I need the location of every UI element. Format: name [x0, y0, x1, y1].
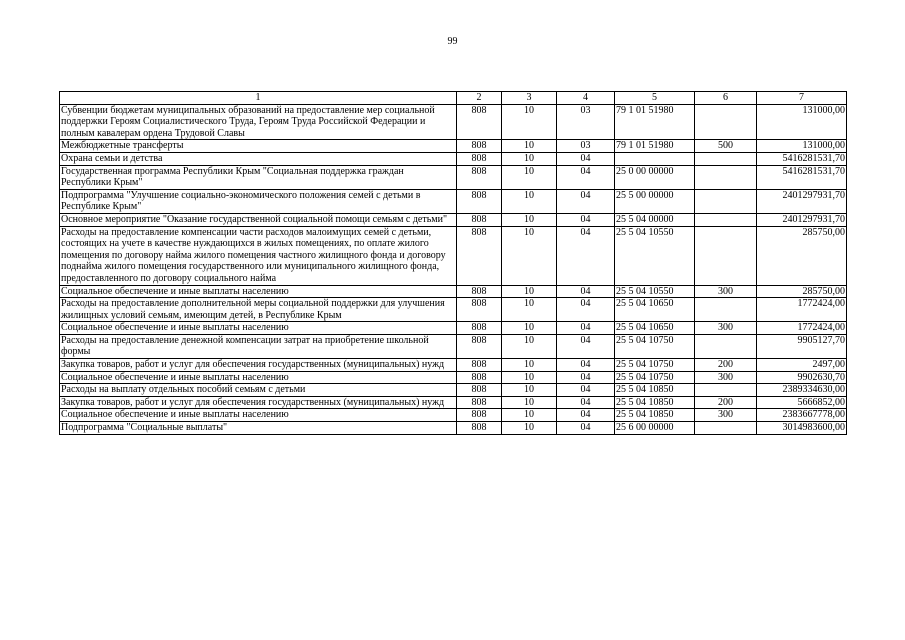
- table-row: [60, 396, 847, 409]
- row-code-cell: 808: [457, 371, 502, 384]
- row-name-cell: Основное мероприятие "Оказание государственной социальной помощи семьям с детьми": [60, 213, 457, 226]
- row-name-cell: Расходы на предоставление компенсации части расходов малоимущих семей с детьми, состоящих на учете в качестве нуждающихся в жилых помещениях, по оплате жилого помещения по договору найма жилого помещения частного жилищного фонда и договору поднайма жилого помещения государственного или муниципального жилищного фонда, предоставленного по договору социального найма: [60, 226, 457, 285]
- table-header-row: [60, 92, 847, 105]
- row-code-cell: 808: [457, 152, 502, 165]
- row-code-cell: 808: [457, 396, 502, 409]
- row-section-cell: 10: [502, 213, 557, 226]
- row-target-cell: [615, 152, 695, 165]
- row-subsection-cell: 04: [557, 152, 615, 165]
- row-sum-cell: 3014983600,00: [757, 422, 847, 435]
- row-subsection-cell: 04: [557, 384, 615, 397]
- row-section-cell: 10: [502, 285, 557, 298]
- row-code-cell: 808: [457, 409, 502, 422]
- row-name-cell: Расходы на предоставление дополнительной меры социальной поддержки для улучшения жилищных условий семьям, имеющим детей, в Республике Крым: [60, 298, 457, 322]
- row-section-cell: 10: [502, 140, 557, 153]
- row-expense-type-cell: 300: [695, 285, 757, 298]
- table-row: [60, 422, 847, 435]
- table-body: [60, 92, 847, 435]
- row-sum-cell: 2401297931,70: [757, 189, 847, 213]
- row-subsection-cell: 04: [557, 334, 615, 358]
- row-section-cell: 10: [502, 298, 557, 322]
- row-code-cell: 808: [457, 359, 502, 372]
- row-target-cell: 25 5 04 10550: [615, 285, 695, 298]
- row-code-cell: 808: [457, 226, 502, 285]
- row-sum-cell: 1772424,00: [757, 322, 847, 335]
- row-name-cell: Субвенции бюджетам муниципальных образований на предоставление мер социальной поддержки Героям Социалистического Труда, Героям Труда Российской Федерации и полным кавалерам ордена Трудовой Славы: [60, 104, 457, 140]
- row-subsection-cell: 04: [557, 298, 615, 322]
- row-sum-cell: 9905127,70: [757, 334, 847, 358]
- row-target-cell: 25 5 04 10850: [615, 409, 695, 422]
- row-sum-cell: 5416281531,70: [757, 152, 847, 165]
- table-row: [60, 189, 847, 213]
- row-subsection-cell: 03: [557, 140, 615, 153]
- table-row: [60, 334, 847, 358]
- row-target-cell: 25 5 04 10850: [615, 384, 695, 397]
- row-target-cell: 25 5 04 10750: [615, 359, 695, 372]
- row-expense-type-cell: [695, 384, 757, 397]
- row-name-cell: Подпрограмма "Улучшение социально-экономического положения семей с детьми в Республике Крым": [60, 189, 457, 213]
- row-name-cell: Государственная программа Республики Крым "Социальная поддержка граждан Республики Крым": [60, 165, 457, 189]
- row-expense-type-cell: 200: [695, 396, 757, 409]
- row-target-cell: 25 6 00 00000: [615, 422, 695, 435]
- row-target-cell: 79 1 01 51980: [615, 104, 695, 140]
- page-number: 99: [447, 36, 458, 47]
- row-subsection-cell: 04: [557, 165, 615, 189]
- row-section-cell: 10: [502, 104, 557, 140]
- row-expense-type-cell: [695, 165, 757, 189]
- row-code-cell: 808: [457, 104, 502, 140]
- row-subsection-cell: 04: [557, 322, 615, 335]
- row-code-cell: 808: [457, 322, 502, 335]
- row-section-cell: 10: [502, 152, 557, 165]
- table-row: [60, 285, 847, 298]
- column-header-5: 5: [615, 92, 695, 105]
- budget-table: [59, 91, 847, 435]
- row-target-cell: 25 5 04 10750: [615, 371, 695, 384]
- row-section-cell: 10: [502, 396, 557, 409]
- column-header-1: 1: [60, 92, 457, 105]
- row-subsection-cell: 04: [557, 226, 615, 285]
- table-row: [60, 298, 847, 322]
- table-row: [60, 226, 847, 285]
- row-name-cell: Расходы на предоставление денежной компенсации затрат на приобретение школьной формы: [60, 334, 457, 358]
- row-expense-type-cell: [695, 334, 757, 358]
- row-target-cell: 25 5 04 10550: [615, 226, 695, 285]
- row-subsection-cell: 04: [557, 359, 615, 372]
- row-target-cell: 25 5 00 00000: [615, 189, 695, 213]
- row-sum-cell: 285750,00: [757, 285, 847, 298]
- row-sum-cell: 131000,00: [757, 104, 847, 140]
- row-expense-type-cell: [695, 189, 757, 213]
- row-subsection-cell: 04: [557, 396, 615, 409]
- column-header-2: 2: [457, 92, 502, 105]
- column-header-4: 4: [557, 92, 615, 105]
- row-target-cell: 25 0 00 00000: [615, 165, 695, 189]
- row-expense-type-cell: [695, 213, 757, 226]
- row-expense-type-cell: [695, 226, 757, 285]
- row-sum-cell: 2383667778,00: [757, 409, 847, 422]
- row-target-cell: 25 5 04 10650: [615, 298, 695, 322]
- table-row: [60, 371, 847, 384]
- table-row: [60, 384, 847, 397]
- row-name-cell: Социальное обеспечение и иные выплаты населению: [60, 371, 457, 384]
- row-section-cell: 10: [502, 359, 557, 372]
- row-section-cell: 10: [502, 409, 557, 422]
- row-target-cell: 25 5 04 10850: [615, 396, 695, 409]
- row-section-cell: 10: [502, 165, 557, 189]
- row-section-cell: 10: [502, 371, 557, 384]
- row-section-cell: 10: [502, 422, 557, 435]
- row-code-cell: 808: [457, 165, 502, 189]
- table-row: [60, 140, 847, 153]
- row-name-cell: Социальное обеспечение и иные выплаты населению: [60, 322, 457, 335]
- row-subsection-cell: 04: [557, 422, 615, 435]
- table-row: [60, 104, 847, 140]
- row-name-cell: Охрана семьи и детства: [60, 152, 457, 165]
- row-target-cell: 25 5 04 10650: [615, 322, 695, 335]
- row-name-cell: Закупка товаров, работ и услуг для обеспечения государственных (муниципальных) нужд: [60, 359, 457, 372]
- row-code-cell: 808: [457, 140, 502, 153]
- row-subsection-cell: 04: [557, 409, 615, 422]
- row-section-cell: 10: [502, 322, 557, 335]
- row-expense-type-cell: [695, 152, 757, 165]
- row-section-cell: 10: [502, 189, 557, 213]
- table-row: [60, 359, 847, 372]
- column-header-3: 3: [502, 92, 557, 105]
- table-row: [60, 165, 847, 189]
- row-code-cell: 808: [457, 422, 502, 435]
- column-header-7: 7: [757, 92, 847, 105]
- row-name-cell: Социальное обеспечение и иные выплаты населению: [60, 285, 457, 298]
- row-sum-cell: 2401297931,70: [757, 213, 847, 226]
- table-row: [60, 322, 847, 335]
- row-code-cell: 808: [457, 298, 502, 322]
- row-target-cell: 79 1 01 51980: [615, 140, 695, 153]
- row-expense-type-cell: 200: [695, 359, 757, 372]
- row-name-cell: Межбюджетные трансферты: [60, 140, 457, 153]
- column-header-6: 6: [695, 92, 757, 105]
- row-expense-type-cell: [695, 298, 757, 322]
- row-expense-type-cell: [695, 104, 757, 140]
- row-expense-type-cell: 300: [695, 371, 757, 384]
- row-section-cell: 10: [502, 226, 557, 285]
- row-section-cell: 10: [502, 334, 557, 358]
- row-name-cell: Подпрограмма "Социальные выплаты": [60, 422, 457, 435]
- row-name-cell: Социальное обеспечение и иные выплаты населению: [60, 409, 457, 422]
- row-code-cell: 808: [457, 384, 502, 397]
- row-code-cell: 808: [457, 334, 502, 358]
- row-expense-type-cell: [695, 422, 757, 435]
- table-row: [60, 213, 847, 226]
- table-row: [60, 409, 847, 422]
- row-name-cell: Расходы на выплату отдельных пособий семьям с детьми: [60, 384, 457, 397]
- table-row: [60, 152, 847, 165]
- row-code-cell: 808: [457, 213, 502, 226]
- row-subsection-cell: 04: [557, 371, 615, 384]
- row-code-cell: 808: [457, 285, 502, 298]
- row-name-cell: Закупка товаров, работ и услуг для обеспечения государственных (муниципальных) нужд: [60, 396, 457, 409]
- row-target-cell: 25 5 04 10750: [615, 334, 695, 358]
- row-sum-cell: 5416281531,70: [757, 165, 847, 189]
- row-sum-cell: 285750,00: [757, 226, 847, 285]
- row-expense-type-cell: 300: [695, 409, 757, 422]
- row-target-cell: 25 5 04 00000: [615, 213, 695, 226]
- row-subsection-cell: 04: [557, 213, 615, 226]
- row-expense-type-cell: 500: [695, 140, 757, 153]
- row-sum-cell: 5666852,00: [757, 396, 847, 409]
- row-expense-type-cell: 300: [695, 322, 757, 335]
- row-sum-cell: 2497,00: [757, 359, 847, 372]
- row-code-cell: 808: [457, 189, 502, 213]
- row-sum-cell: 1772424,00: [757, 298, 847, 322]
- row-subsection-cell: 03: [557, 104, 615, 140]
- row-subsection-cell: 04: [557, 285, 615, 298]
- row-section-cell: 10: [502, 384, 557, 397]
- row-subsection-cell: 04: [557, 189, 615, 213]
- row-sum-cell: 131000,00: [757, 140, 847, 153]
- row-sum-cell: 2389334630,00: [757, 384, 847, 397]
- row-sum-cell: 9902630,70: [757, 371, 847, 384]
